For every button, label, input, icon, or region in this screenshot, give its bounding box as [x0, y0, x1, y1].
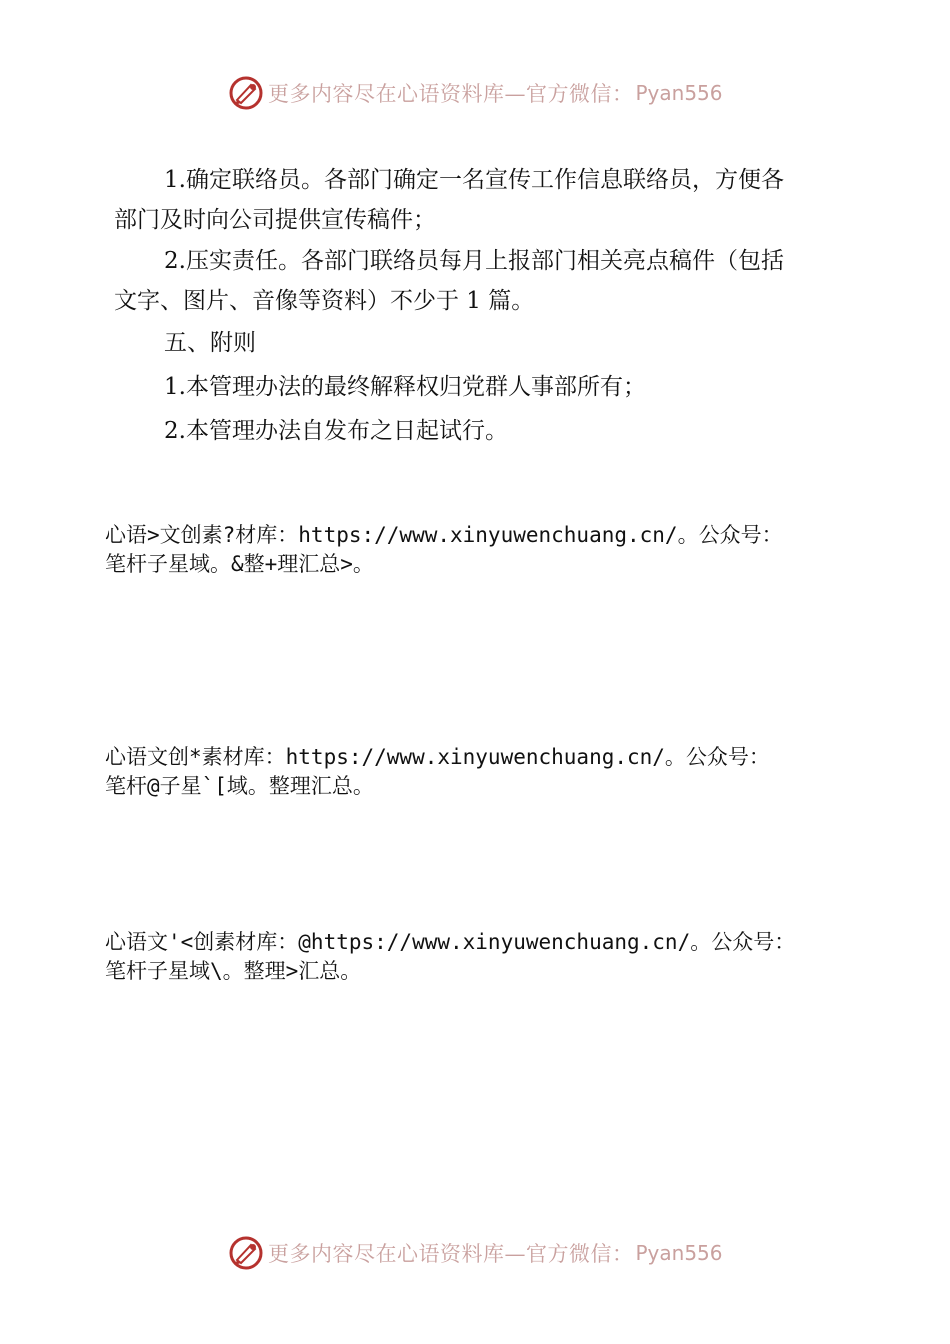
paragraph-effective: 2.本管理办法自发布之日起试行。 [164, 418, 508, 444]
paragraph-liaison [114, 160, 834, 240]
paragraph-responsibility [114, 241, 834, 321]
header-banner [228, 73, 723, 113]
wechat-id: Pyan556 [635, 81, 723, 105]
source-note: 心语>文创素?材库：https://www.xinyuwenchuang.cn/。公众号： 笔杆子星域。&整+理汇总>。 [105, 523, 783, 576]
paragraph-line: 2.压实责任。各部门联络员每月上报部门相关亮点稿件（包括 [164, 248, 784, 274]
section-heading: 五、附则 [164, 330, 256, 356]
paragraph-line: 1.确定联络员。各部门确定一名宣传工作信息联络员，方便各 [164, 167, 784, 193]
source-note: 心语文'<创素材库：@https://www.xinyuwenchuang.cn/。公众号： 笔杆子星域\。整理>汇总。 [105, 930, 796, 983]
footer-banner [228, 1233, 723, 1273]
pen-logo-icon [228, 1235, 264, 1271]
paragraph-interpretation: 1.本管理办法的最终解释权归党群人事部所有； [164, 374, 646, 400]
wechat-id: Pyan556 [635, 1241, 723, 1265]
source-note: 心语文创*素材库：https://www.xinyuwenchuang.cn/。公众号： 笔杆@子星`[域。整理汇总。 [105, 745, 770, 798]
paragraph-line: 文字、图片、音像等资料）不少于 1 篇。 [114, 288, 535, 314]
banner-text: 更多内容尽在心语资料库—官方微信： [268, 82, 634, 106]
banner-text: 更多内容尽在心语资料库—官方微信： [268, 1242, 634, 1266]
paragraph-line: 部门及时向公司提供宣传稿件； [114, 207, 436, 233]
pen-logo-icon [228, 75, 264, 111]
